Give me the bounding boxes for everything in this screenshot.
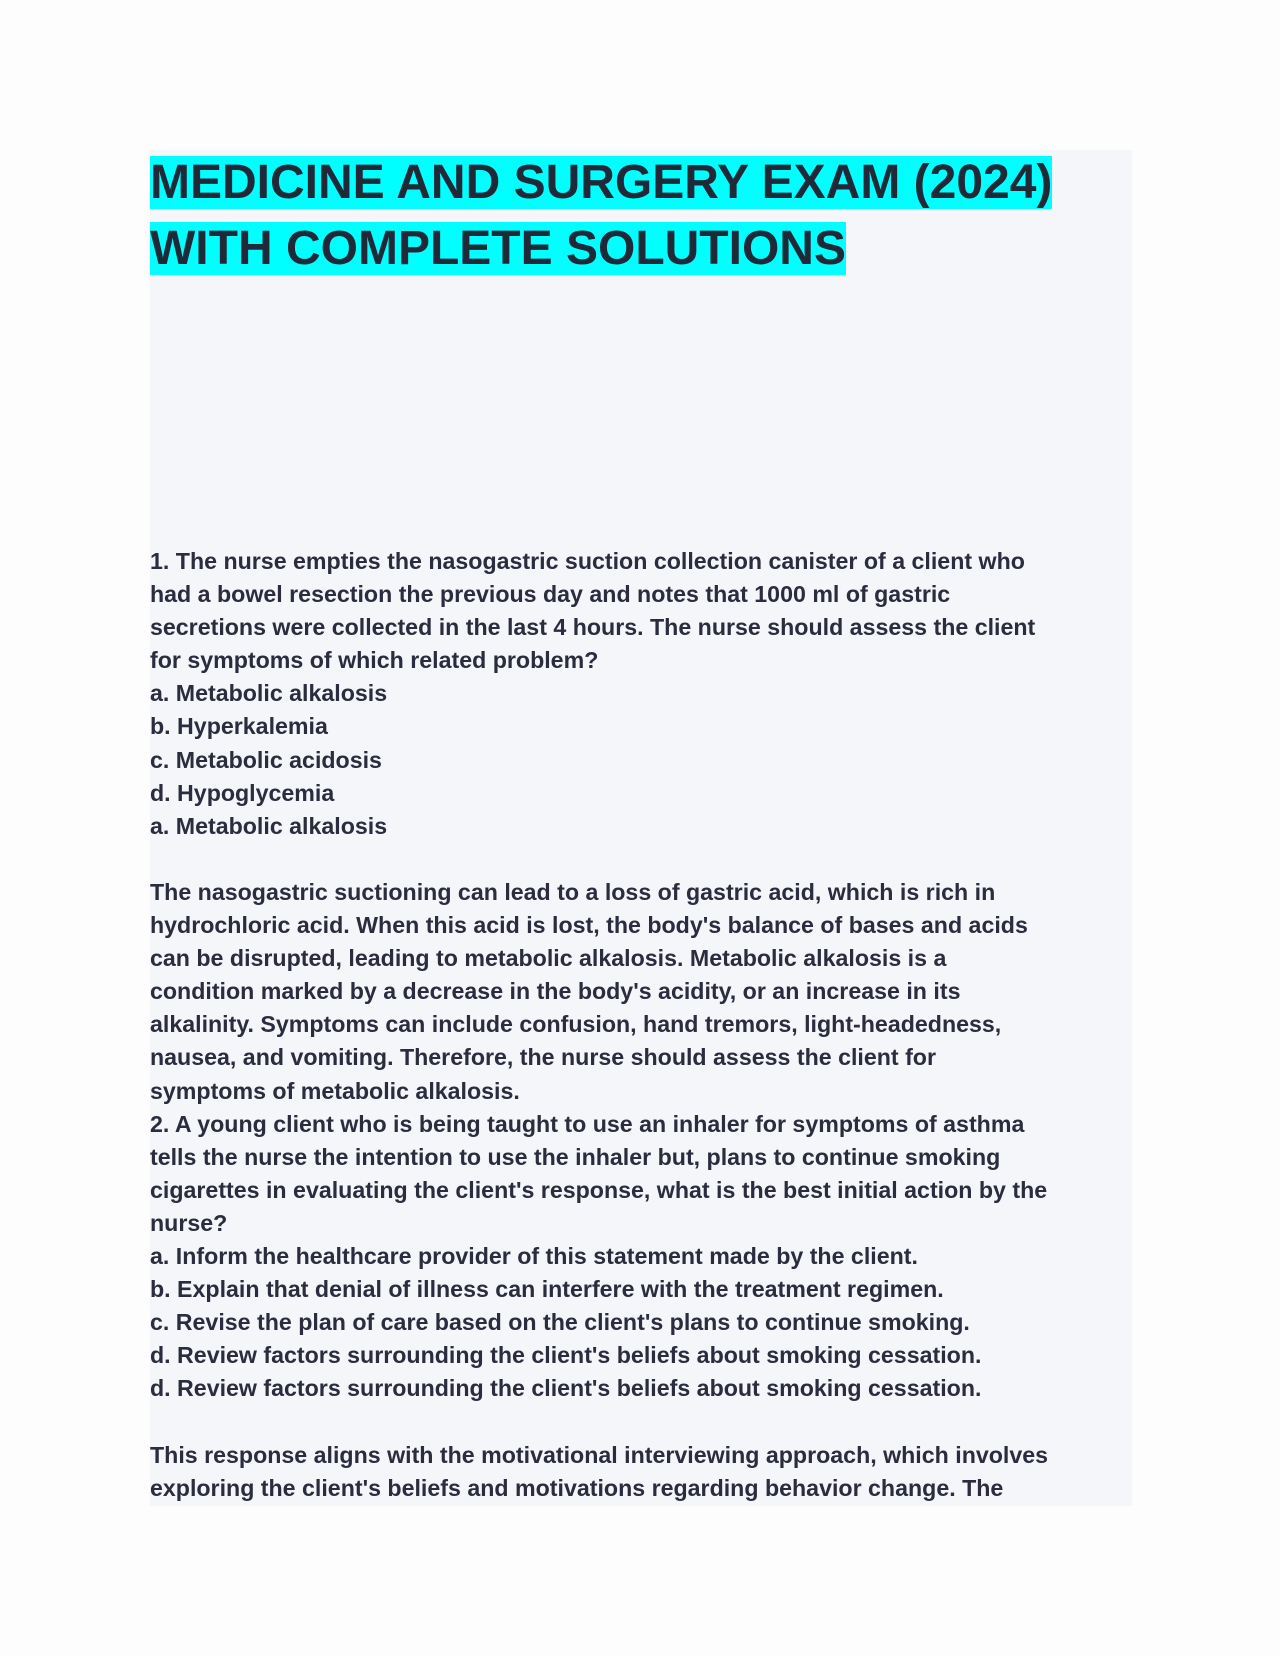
- paragraph-gap: [150, 843, 1132, 876]
- explanation-line: can be disrupted, leading to metabolic alkalosis. Metabolic alkalosis is a: [150, 945, 947, 972]
- title-line-1: MEDICINE AND SURGERY EXAM (2024): [150, 156, 1053, 209]
- explanation-line: symptoms of metabolic alkalosis.: [150, 1077, 520, 1104]
- question-2: [150, 1108, 1132, 1505]
- explanation-line: exploring the client's beliefs and motivations regarding behavior change. The: [150, 1474, 1004, 1501]
- question-text-line: cigarettes in evaluating the client's response, what is the best initial action by the: [150, 1176, 1048, 1203]
- answer-option: a. Metabolic alkalosis: [150, 680, 388, 707]
- answer-option: c. Metabolic acidosis: [150, 746, 382, 773]
- question-text-line: 2. A young client who is being taught to use an inhaler for symptoms of asthma: [150, 1110, 1025, 1137]
- question-1: [150, 545, 1132, 1108]
- answer-option: d. Hypoglycemia: [150, 779, 335, 806]
- question-text-line: 1. The nurse empties the nasogastric suction collection canister of a client who: [150, 548, 1025, 574]
- explanation-line: nausea, and vomiting. Therefore, the nurse should assess the client for: [150, 1044, 936, 1071]
- title-line-2: WITH COMPLETE SOLUTIONS: [150, 222, 846, 275]
- explanation-line: This response aligns with the motivational interviewing approach, which involves: [150, 1441, 1049, 1468]
- explanation-line: alkalinity. Symptoms can include confusion, hand tremors, light-headedness,: [150, 1011, 1002, 1038]
- answer-option: b. Hyperkalemia: [150, 713, 328, 740]
- document-page: [150, 150, 1132, 1506]
- correct-answer: d. Review factors surrounding the client's beliefs about smoking cessation.: [150, 1375, 982, 1402]
- question-text-line: nurse?: [150, 1209, 228, 1236]
- question-text-line: had a bowel resection the previous day and notes that 1000 ml of gastric: [150, 581, 951, 608]
- answer-option: b. Explain that denial of illness can interfere with the treatment regimen.: [150, 1276, 944, 1303]
- question-text-line: secretions were collected in the last 4 hours. The nurse should assess the client: [150, 614, 1036, 641]
- answer-option: d. Review factors surrounding the client's beliefs about smoking cessation.: [150, 1342, 982, 1369]
- question-text-line: tells the nurse the intention to use the inhaler but, plans to continue smoking: [150, 1143, 1001, 1170]
- explanation-line: hydrochloric acid. When this acid is lost, the body's balance of bases and acids: [150, 912, 1028, 939]
- question-text-line: for symptoms of which related problem?: [150, 647, 599, 674]
- explanation-line: The nasogastric suctioning can lead to a loss of gastric acid, which is rich in: [150, 878, 996, 905]
- document-title: [150, 150, 1132, 282]
- paragraph-gap: [150, 1405, 1132, 1438]
- correct-answer: a. Metabolic alkalosis: [150, 812, 388, 839]
- explanation-line: condition marked by a decrease in the body's acidity, or an increase in its: [150, 978, 961, 1005]
- answer-option: a. Inform the healthcare provider of this statement made by the client.: [150, 1242, 918, 1269]
- document-body: [150, 545, 1132, 1505]
- answer-option: c. Revise the plan of care based on the client's plans to continue smoking.: [150, 1309, 970, 1336]
